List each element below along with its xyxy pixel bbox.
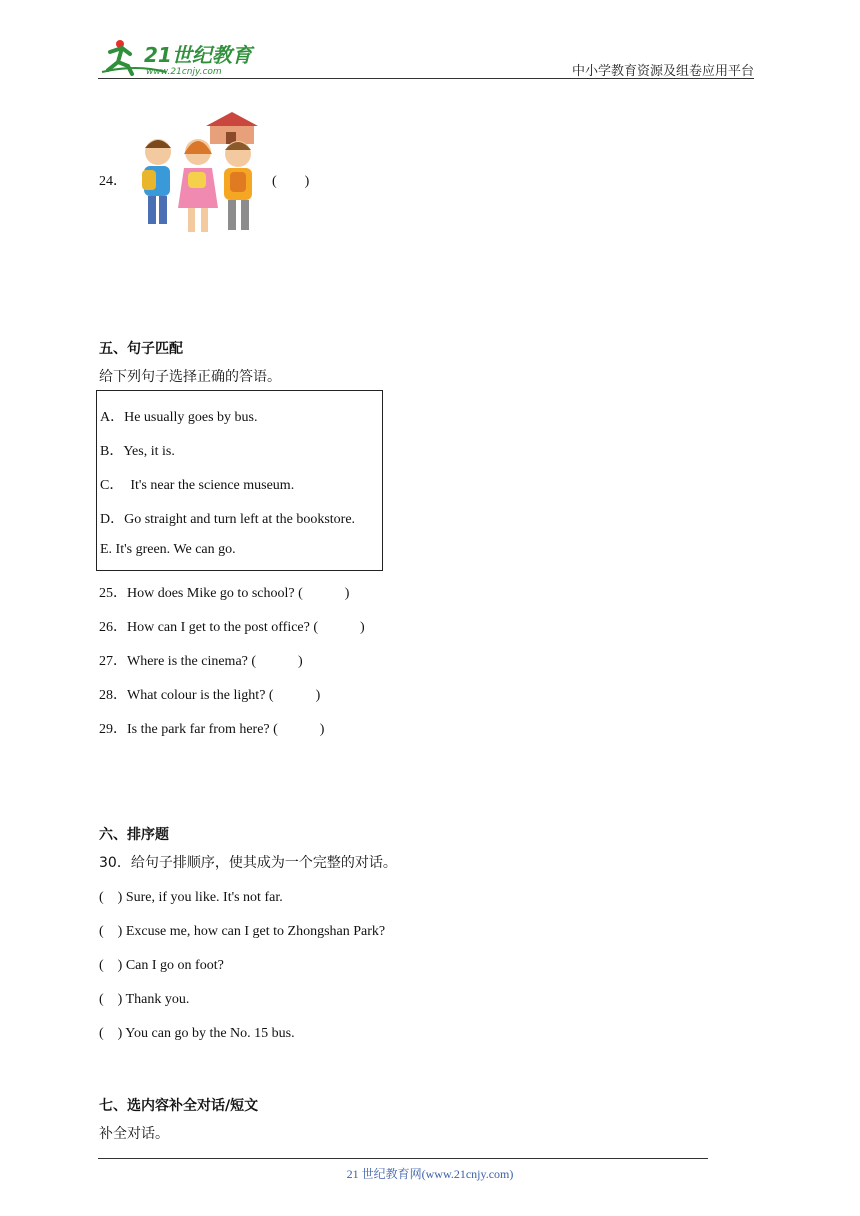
- question-25: 25．How does Mike go to school? ( ): [99, 586, 350, 601]
- header-platform-name: 中小学教育资源及组卷应用平台: [571, 64, 754, 79]
- logo-title: 21世纪教育: [144, 43, 252, 67]
- footer-site-link[interactable]: 21 世纪教育网(www.21cnjy.com): [346, 1167, 514, 1181]
- dialogue-line-1: ( ) Sure, if you like. It's not far.: [99, 890, 283, 905]
- section6-instruction: 30．给句子排顺序，使其成为一个完整的对话。: [99, 855, 397, 871]
- section6-title: 六、排序题: [99, 827, 169, 843]
- section7-title: 七、选内容补全对话/短文: [99, 1098, 259, 1114]
- dialogue-line-4: ( ) Thank you.: [99, 992, 190, 1007]
- q24-number: 24．: [99, 174, 127, 189]
- option-d: D．Go straight and turn left at the bookstore.: [100, 512, 356, 527]
- header-divider: [98, 78, 754, 79]
- option-b: B．Yes, it is.: [100, 444, 175, 459]
- dialogue-line-3: ( ) Can I go on foot?: [99, 958, 224, 973]
- dialogue-line-5: ( ) You can go by the No. 15 bus.: [99, 1026, 295, 1041]
- section5-instruction: 给下列句子选择正确的答语。: [99, 369, 281, 385]
- footer-divider: [98, 1158, 708, 1159]
- dialogue-line-2: ( ) Excuse me, how can I get to Zhongshan Park?: [99, 924, 386, 939]
- children-walking-to-school-image: [128, 108, 270, 243]
- logo-url: www.21cnjy.com: [146, 67, 222, 77]
- site-logo: [96, 36, 256, 80]
- question-28: 28．What colour is the light? ( ): [99, 688, 321, 703]
- section5-title: 五、句子匹配: [99, 341, 183, 357]
- option-e: E. It's green. We can go.: [100, 542, 236, 557]
- section7-instruction: 补全对话。: [99, 1126, 169, 1142]
- option-a: A．He usually goes by bus.: [100, 410, 258, 425]
- question-29: 29．Is the park far from here? ( ): [99, 722, 325, 737]
- option-c: C． It's near the science museum.: [100, 478, 295, 493]
- q24-answer-blank[interactable]: ( ): [272, 174, 310, 189]
- question-26: 26．How can I get to the post office? ( ): [99, 620, 365, 635]
- question-27: 27．Where is the cinema? ( ): [99, 654, 303, 669]
